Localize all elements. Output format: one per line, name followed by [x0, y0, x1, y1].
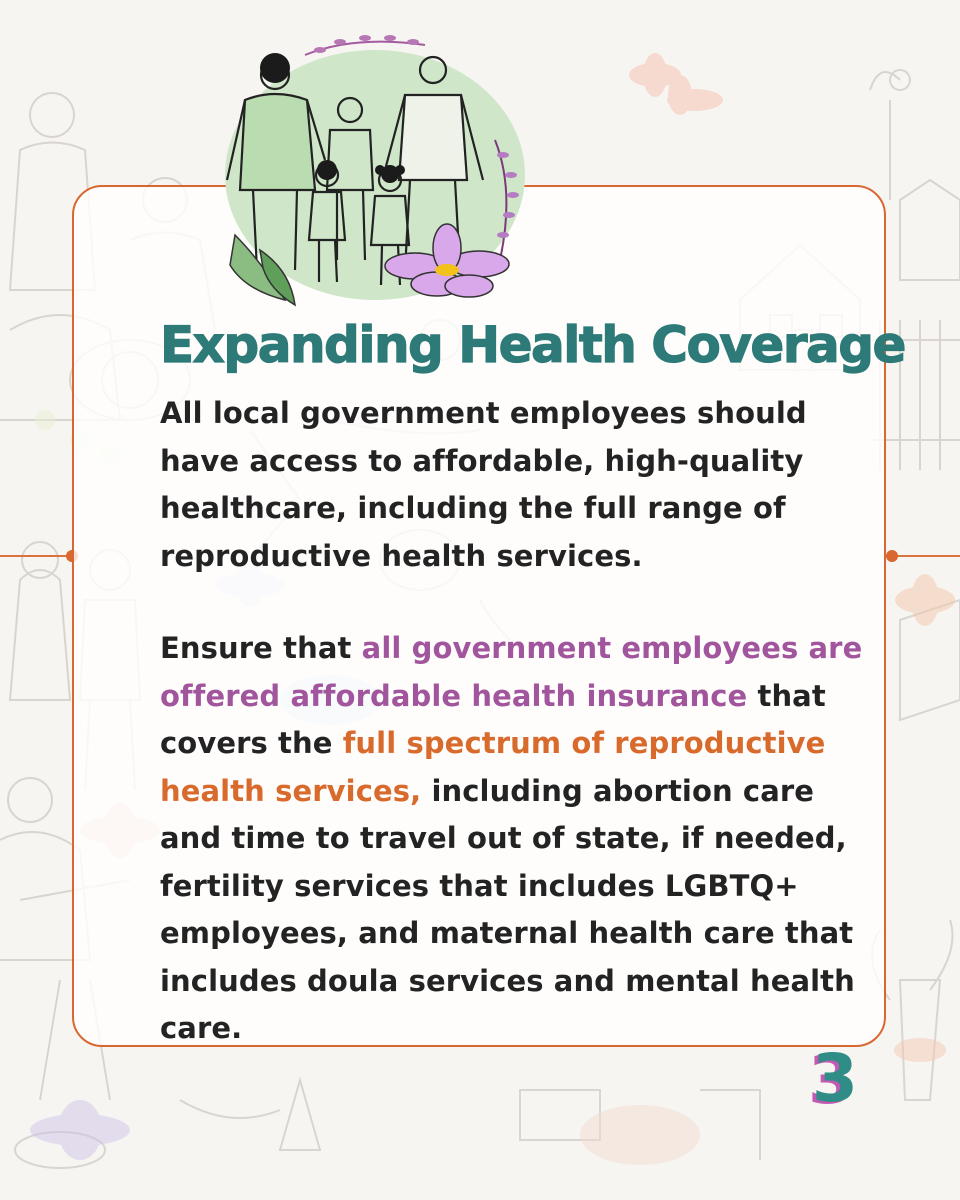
left-divider-line [0, 555, 72, 557]
policy-text-part1: Ensure that [160, 631, 362, 665]
page-title: Expanding Health Coverage [160, 316, 905, 374]
right-dot [886, 550, 898, 562]
intro-paragraph: All local government employees should have access to affordable, high-quality healthcare, including the full range of reproductive health services. [160, 396, 807, 573]
family-illustration [215, 20, 535, 310]
policy-text-part3: including abortion care and time to travel out of state, if needed, fertility services that includes LGBTQ+ employees, and maternal health care that includes doula services and mental health care. [160, 773, 855, 1045]
highlight-purple: all government employees are offered affordable health insurance [160, 631, 863, 713]
policy-text-part2: that covers the [160, 678, 826, 760]
policy-paragraph [160, 625, 880, 1053]
page-number: 3 [812, 1040, 858, 1117]
highlight-orange: full spectrum of reproductive health services, [160, 726, 826, 808]
